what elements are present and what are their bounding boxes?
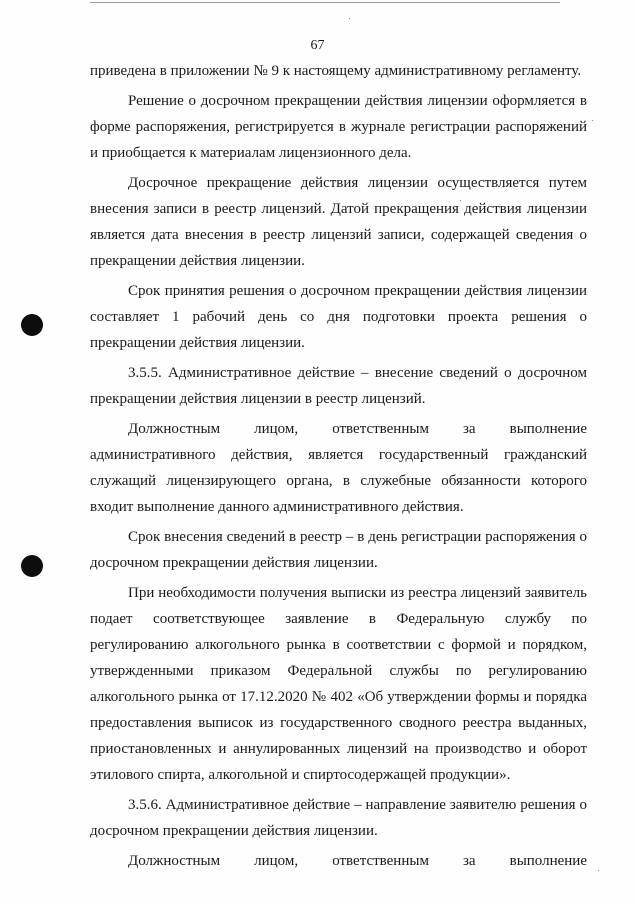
scan-speck [598,870,599,871]
binder-hole-lower [21,555,43,577]
scan-top-edge-line [90,2,560,3]
paragraph-registry-extract: При необходимости получения выписки из реестра лицензий заявитель подает соответствующее заявление в Федеральную службу по регулированию алкогольного рынка в соответствии с формой и порядком, утвержденными приказом Федеральной службы по регулированию алкогольного рынка от 17.12.2020 № 402 «Об утверждении формы и порядка предоставления выписок из государственного сводного реестра выданных, приостановленных и аннулированных лицензий на производство и оборот этилового спирта, алкогольной и спиртосодержащей продукции». [90,585,587,783]
paragraph-registry-entry-term: Срок внесения сведений в реестр – в день регистрации распоряжения о досрочном прекращении действия лицензии. [90,529,587,571]
scan-speck [592,120,593,121]
paragraph-section-3-5-6: 3.5.6. Административное действие – направление заявителю решения о досрочном прекращении действия лицензии. [90,797,587,839]
paragraph-termination-registry: Досрочное прекращение действия лицензии осуществляется путем внесения записи в реестр лицензий. Датой прекращения действия лицензии является дата внесения в реестр лицензий записи, содержащей сведения о прекращении действия лицензии. [90,175,587,269]
page-number: 67 [310,38,325,53]
paragraph-section-3-5-5: 3.5.5. Административное действие – внесение сведений о досрочном прекращении действия лицензии в реестр лицензий. [90,365,587,407]
paragraph-decision-term: Срок принятия решения о досрочном прекращении действия лицензии составляет 1 рабочий день со дня подготовки проекта решения о прекращении действия лицензии. [90,283,587,351]
binder-hole-upper [21,314,43,336]
scan-speck [349,18,350,19]
paragraph-continuation: приведена в приложении № 9 к настоящему административному регламенту. [90,63,582,79]
paragraph-decision-form: Решение о досрочном прекращении действия лицензии оформляется в форме распоряжения, регистрируется в журнале регистрации распоряжений и приобщается к материалам лицензионного дела. [90,93,587,161]
paragraph-responsible-official-continued: Должностным лицом, ответственным за выполнение [128,853,587,869]
document-body [90,58,587,874]
paragraph-responsible-official: Должностным лицом, ответственным за выполнение административного действия, является государственный гражданский служащий лицензирующего органа, в служебные обязанности которого входит выполнение данного административного действия. [90,421,587,515]
